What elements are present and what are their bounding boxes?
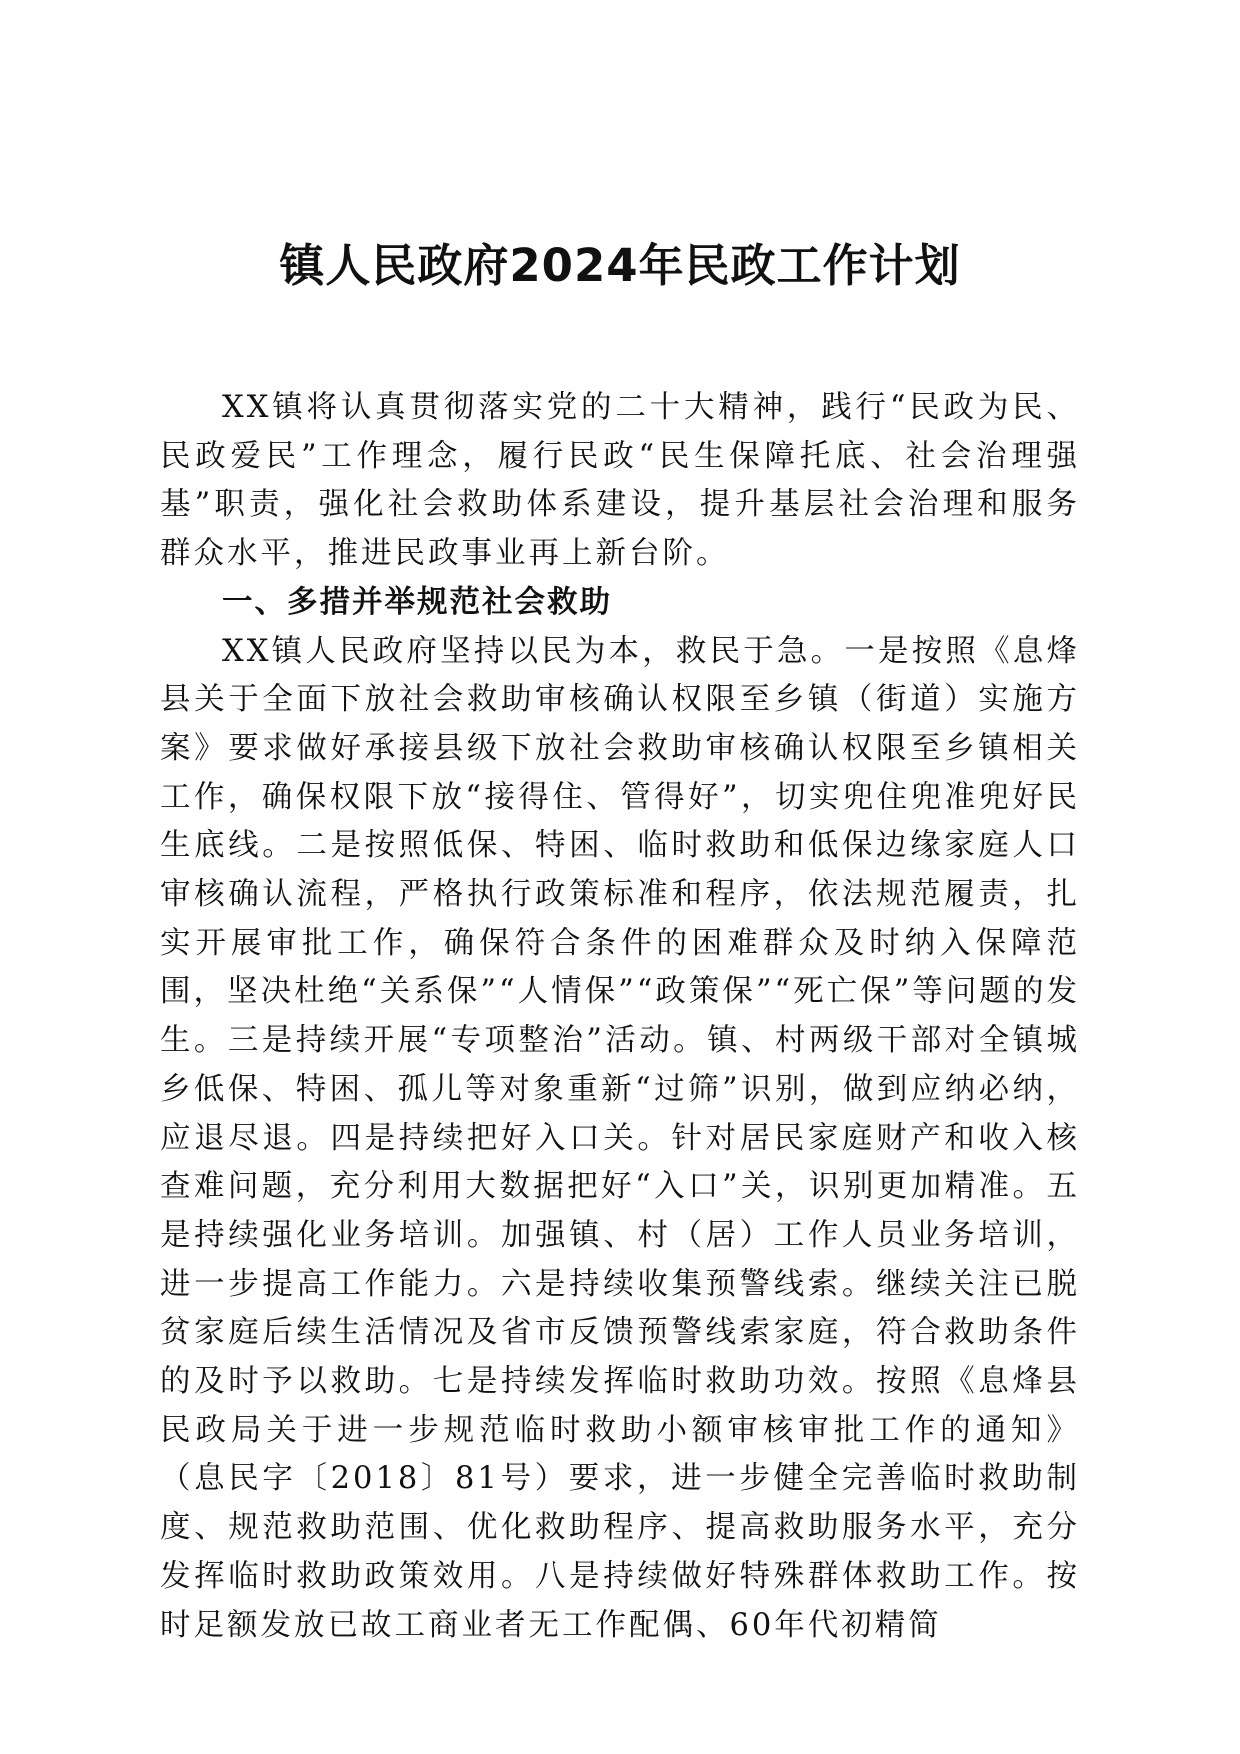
intro-paragraph: XX镇将认真贯彻落实党的二十大精神，践行“民政为民、民政爱民”工作理念，履行民政“民生保障托底、社会治理强基”职责，强化社会救助体系建设，提升基层社会治理和服务群众水平，推进民政事业再上新台阶。 [160, 390, 1080, 572]
document-body [160, 384, 1080, 1650]
document-title: 镇人民政府2024年民政工作计划 [279, 239, 961, 292]
section-heading: 一、多措并举规范社会救助 [222, 584, 612, 620]
section-paragraph: XX镇人民政府坚持以民为本，救民于急。一是按照《息烽县关于全面下放社会救助审核确认权限至乡镇（街道）实施方案》要求做好承接县级下放社会救助审核确认权限至乡镇相关工作，确保权限下放“接得住、管得好”，切实兜住兜准兜好民生底线。二是按照低保、特困、临时救助和低保边缘家庭人口审核确认流程，严格执行政策标准和程序，依法规范履责，扎实开展审批工作，确保符合条件的困难群众及时纳入保障范围，坚决杜绝“关系保”“人情保”“政策保”“死亡保”等问题的发生。三是持续开展“专项整治”活动。镇、村两级干部对全镇城乡低保、特困、孤儿等对象重新“过筛”识别，做到应纳必纳，应退尽退。四是持续把好入口关。针对居民家庭财产和收入核查难问题，充分利用大数据把好“入口”关，识别更加精准。五是持续强化业务培训。加强镇、村（居）工作人员业务培训，进一步提高工作能力。六是持续收集预警线索。继续关注已脱贫家庭后续生活情况及省市反馈预警线索家庭，符合救助条件的及时予以救助。七是持续发挥临时救助功效。按照《息烽县民政局关于进一步规范临时救助小额审核审批工作的通知》（息民字〔2018〕81号）要求，进一步健全完善临时救助制度、规范救助范围、优化救助程序、提高救助服务水平，充分发挥临时救助政策效用。八是持续做好特殊群体救助工作。按时足额发放已故工商业者无工作配偶、60年代初精简 [160, 633, 1080, 1643]
